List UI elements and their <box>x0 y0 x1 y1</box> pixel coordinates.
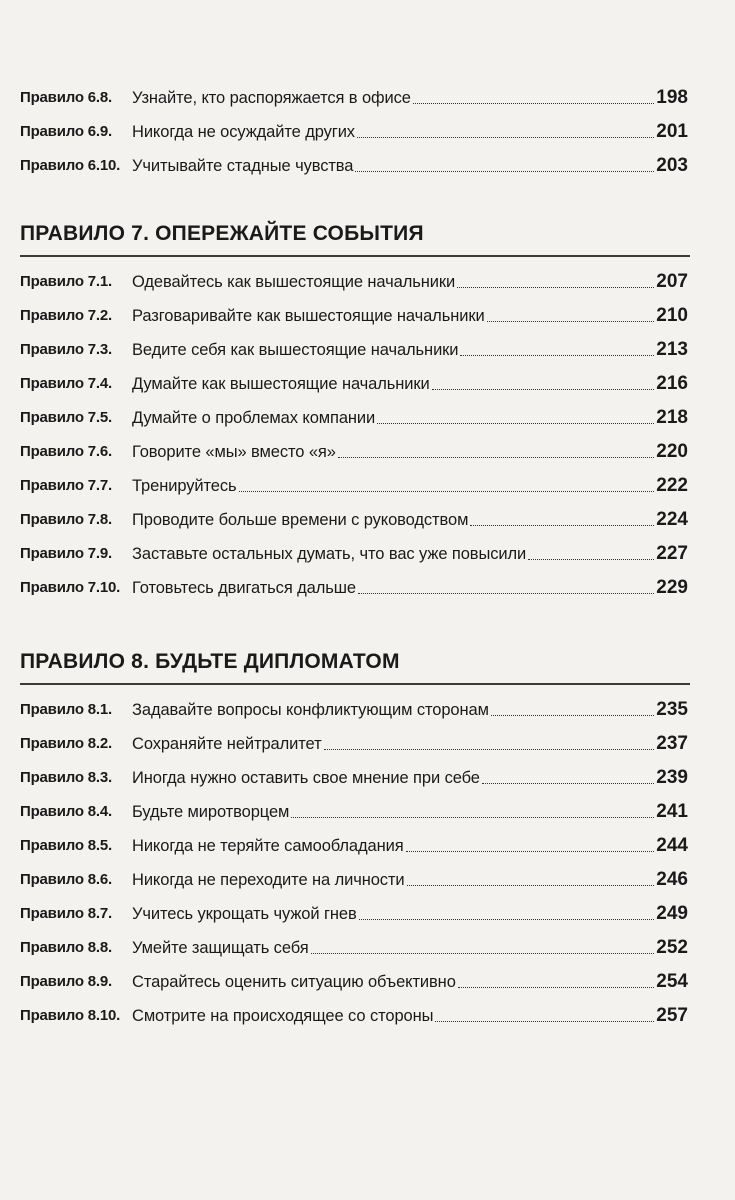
page-number: 241 <box>656 801 688 822</box>
rule-title: Учитесь укрощать чужой гнев <box>132 905 357 923</box>
toc-entry[interactable] <box>20 264 688 292</box>
page-number: 239 <box>656 767 688 788</box>
page-number: 198 <box>656 87 688 108</box>
page-number: 218 <box>656 407 688 428</box>
page-number: 216 <box>656 373 688 394</box>
rule-title: Разговаривайте как вышестоящие начальники <box>132 307 485 325</box>
dot-leader <box>460 355 654 356</box>
toc-entry[interactable] <box>20 502 688 530</box>
toc-entry[interactable] <box>20 114 688 142</box>
rule-title: Смотрите на происходящее со стороны <box>132 1007 434 1025</box>
page-number: 220 <box>656 441 688 462</box>
rule-title: Проводите больше времени с руководством <box>132 511 469 529</box>
dot-leader <box>432 389 655 390</box>
toc-entry[interactable] <box>20 148 688 176</box>
page-number: 246 <box>656 869 688 890</box>
section-divider <box>20 255 690 257</box>
rule-title: Узнайте, кто распоряжается в офисе <box>132 89 411 107</box>
dot-leader <box>291 817 654 818</box>
rule-title: Задавайте вопросы конфликтующим сторонам <box>132 701 489 719</box>
toc-entry[interactable] <box>20 964 688 992</box>
rule-number: Правило 7.4. <box>20 375 113 392</box>
page-number: 249 <box>656 903 688 924</box>
rule-number: Правило 7.6. <box>20 443 113 460</box>
page-number: 237 <box>656 733 688 754</box>
toc-entry[interactable] <box>20 862 688 890</box>
page-number: 227 <box>656 543 688 564</box>
rule-number: Правило 7.7. <box>20 477 113 494</box>
rule-number: Правило 7.3. <box>20 341 113 358</box>
rule-number: Правило 6.9. <box>20 123 113 140</box>
rule-title: Старайтесь оценить ситуацию объективно <box>132 973 456 991</box>
rule-number: Правило 8.9. <box>20 973 113 990</box>
rule-title: Будьте миротворцем <box>132 803 290 821</box>
page-number: 254 <box>656 971 688 992</box>
page-number: 244 <box>656 835 688 856</box>
toc-entry[interactable] <box>20 794 688 822</box>
rule-number: Правило 8.5. <box>20 837 113 854</box>
rule-title: Думайте как вышестоящие начальники <box>132 375 430 393</box>
toc-entry[interactable] <box>20 536 688 564</box>
page-number: 229 <box>656 577 688 598</box>
dot-leader <box>457 287 654 288</box>
page-number: 201 <box>656 121 688 142</box>
dot-leader <box>355 171 654 172</box>
section-divider <box>20 683 690 685</box>
dot-leader <box>357 137 654 138</box>
rule-title: Умейте защищать себя <box>132 939 309 957</box>
rule-number: Правило 7.9. <box>20 545 113 562</box>
dot-leader <box>338 457 654 458</box>
toc-entry[interactable] <box>20 468 688 496</box>
page-number: 235 <box>656 699 688 720</box>
toc-entry[interactable] <box>20 692 688 720</box>
rule-title: Говорите «мы» вместо «я» <box>132 443 336 461</box>
rule-title: Никогда не переходите на личности <box>132 871 405 889</box>
rule-title: Ведите себя как вышестоящие начальники <box>132 341 459 359</box>
toc-entry[interactable] <box>20 998 688 1026</box>
dot-leader <box>470 525 654 526</box>
page-number: 222 <box>656 475 688 496</box>
rule-number: Правило 8.8. <box>20 939 113 956</box>
page-number: 224 <box>656 509 688 530</box>
toc-entry[interactable] <box>20 332 688 360</box>
rule-title: Тренируйтесь <box>132 477 237 495</box>
dot-leader <box>458 987 655 988</box>
dot-leader <box>324 749 655 750</box>
rule-title: Никогда не теряйте самообладания <box>132 837 404 855</box>
rule-number: Правило 8.4. <box>20 803 113 820</box>
toc-entry[interactable] <box>20 434 688 462</box>
rule-number: Правило 7.10. <box>20 579 121 596</box>
rule-number: Правило 7.5. <box>20 409 113 426</box>
rule-title: Сохраняйте нейтралитет <box>132 735 322 753</box>
section-heading-7: ПРАВИЛО 7. ОПЕРЕЖАЙТЕ СОБЫТИЯ <box>20 222 424 245</box>
toc-entry[interactable] <box>20 896 688 924</box>
dot-leader <box>358 593 654 594</box>
page-number: 203 <box>656 155 688 176</box>
rule-title: Думайте о проблемах компании <box>132 409 376 427</box>
rule-number: Правило 8.10. <box>20 1007 121 1024</box>
page-number: 252 <box>656 937 688 958</box>
dot-leader <box>487 321 655 322</box>
rule-number: Правило 6.10. <box>20 157 121 174</box>
toc-entry[interactable] <box>20 828 688 856</box>
rule-title: Готовьтесь двигаться дальше <box>132 579 356 597</box>
dot-leader <box>311 953 655 954</box>
rule-title: Учитывайте стадные чувства <box>132 157 354 175</box>
dot-leader <box>413 103 654 104</box>
dot-leader <box>528 559 654 560</box>
rule-number: Правило 8.3. <box>20 769 113 786</box>
dot-leader <box>435 1021 654 1022</box>
toc-entry[interactable] <box>20 80 688 108</box>
toc-entry[interactable] <box>20 930 688 958</box>
toc-entry[interactable] <box>20 400 688 428</box>
dot-leader <box>491 715 654 716</box>
dot-leader <box>407 885 655 886</box>
dot-leader <box>359 919 655 920</box>
rule-title: Одевайтесь как вышестоящие начальники <box>132 273 456 291</box>
toc-entry[interactable] <box>20 366 688 394</box>
dot-leader <box>482 783 654 784</box>
rule-title: Заставьте остальных думать, что вас уже повысили <box>132 545 527 563</box>
rule-number: Правило 8.7. <box>20 905 113 922</box>
page-number: 213 <box>656 339 688 360</box>
page-number: 257 <box>656 1005 688 1026</box>
rule-number: Правило 8.2. <box>20 735 113 752</box>
toc-entry[interactable] <box>20 726 688 754</box>
toc-entry[interactable] <box>20 760 688 788</box>
section-heading-8: ПРАВИЛО 8. БУДЬТЕ ДИПЛОМАТОМ <box>20 650 400 673</box>
dot-leader <box>406 851 655 852</box>
rule-number: Правило 6.8. <box>20 89 113 106</box>
rule-title: Иногда нужно оставить свое мнение при себе <box>132 769 480 787</box>
rule-number: Правило 7.1. <box>20 273 113 290</box>
page-number: 207 <box>656 271 688 292</box>
dot-leader <box>239 491 655 492</box>
toc-entry[interactable] <box>20 570 688 598</box>
toc-entry[interactable] <box>20 298 688 326</box>
rule-title: Никогда не осуждайте других <box>132 123 355 141</box>
rule-number: Правило 8.6. <box>20 871 113 888</box>
rule-number: Правило 8.1. <box>20 701 113 718</box>
page-number: 210 <box>656 305 688 326</box>
dot-leader <box>377 423 654 424</box>
rule-number: Правило 7.8. <box>20 511 113 528</box>
rule-number: Правило 7.2. <box>20 307 113 324</box>
